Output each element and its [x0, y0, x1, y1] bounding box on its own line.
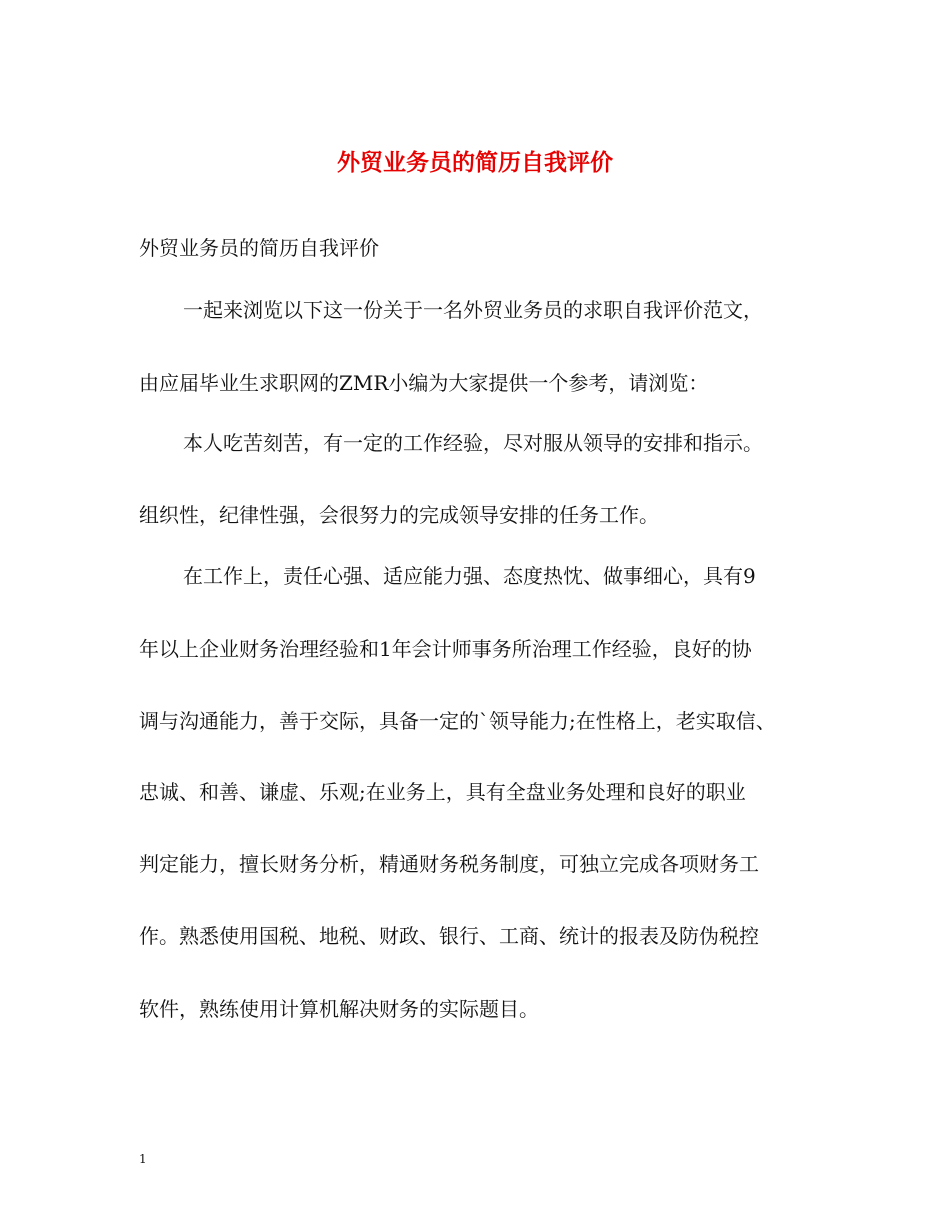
paragraph-line: 年以上企业财务治理经验和1年会计师事务所治理工作经验，良好的协 — [139, 637, 752, 661]
subtitle-line: 外贸业务员的简历自我评价 — [139, 236, 379, 260]
paragraph-line: 本人吃苦刻苦，有一定的工作经验，尽对服从领导的安排和指示。 — [183, 431, 763, 455]
paragraph-line: 软件，熟练使用计算机解决财务的实际题目。 — [139, 997, 539, 1021]
paragraph-line: 忠诚、和善、谦虚、乐观;在业务上，具有全盘业务处理和良好的职业 — [139, 780, 746, 804]
paragraph-line: 判定能力，擅长财务分析，精通财务税务制度，可独立完成各项财务工 — [139, 852, 759, 876]
paragraph-line: 由应届毕业生求职网的ZMR小编为大家提供一个参考，请浏览： — [139, 371, 709, 395]
paragraph-line: 在工作上，责任心强、适应能力强、态度热忱、做事细心，具有9 — [183, 564, 756, 588]
page-number: 1 — [139, 1152, 147, 1166]
paragraph-line: 作。熟悉使用国税、地税、财政、银行、工商、统计的报表及防伪税控 — [139, 924, 759, 948]
paragraph-line: 调与沟通能力，善于交际，具备一定的`领导能力;在性格上，老实取信、 — [139, 709, 776, 733]
paragraph-line: 组织性，纪律性强，会很努力的完成领导安排的任务工作。 — [139, 503, 659, 527]
paragraph-line: 一起来浏览以下这一份关于一名外贸业务员的求职自我评价范文， — [183, 298, 763, 322]
document-title: 外贸业务员的简历自我评价 — [337, 149, 613, 176]
